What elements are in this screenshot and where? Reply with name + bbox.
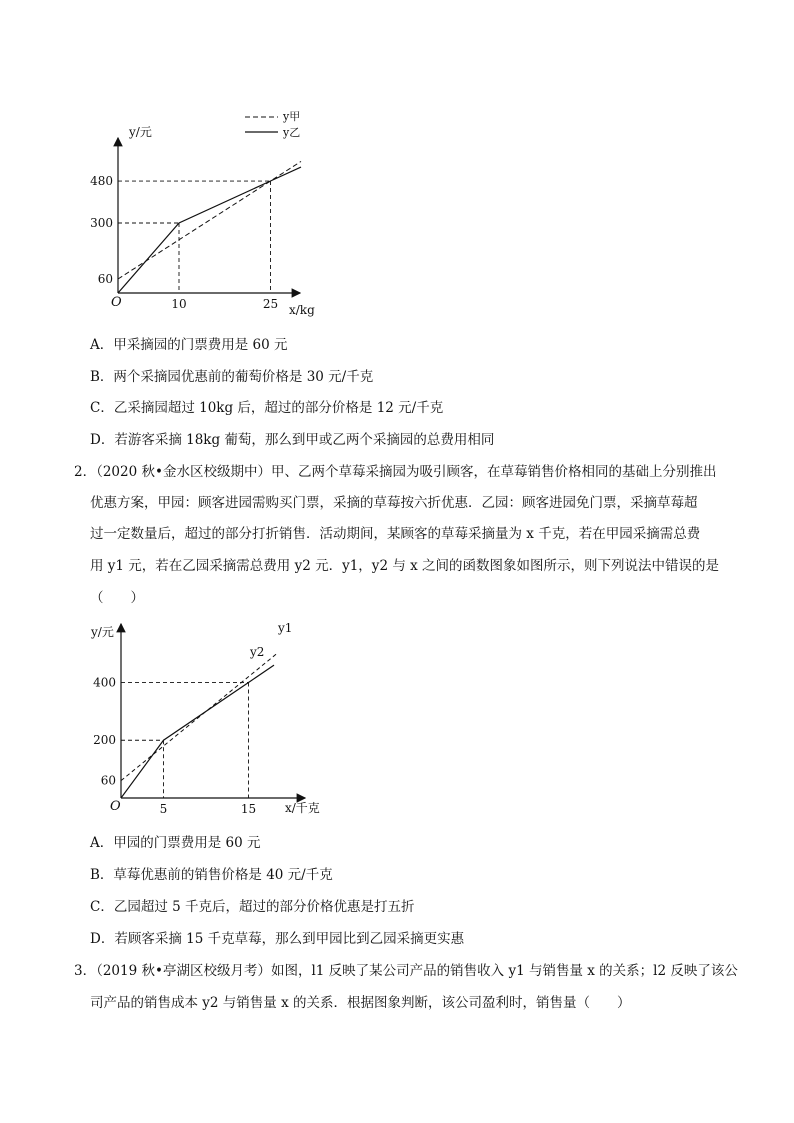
q2-stem-line-3: 过一定数量后，超过的部分打折销售．活动期间，某顾客的草莓采摘量为 x 千克，若在甲园采摘需总费 [90, 526, 701, 542]
chart1-series-y-yi [118, 167, 301, 293]
q1-option-d: D．若游客采摘 18kg 葡萄，那么到甲或乙两个采摘园的总费用相同 [90, 432, 495, 448]
chart2-x-tick-15: 15 [240, 802, 257, 816]
chart2-series-label-y2: y2 [250, 645, 265, 659]
chart2-y-tick-60: 60 [100, 773, 116, 788]
q1-option-b: B．两个采摘园优惠前的葡萄价格是 30 元/千克 [90, 369, 374, 385]
chart1-x-tick-25: 25 [262, 297, 279, 311]
chart2-y-tick-400: 400 [93, 675, 116, 690]
q3-stem-line-1: 3．（2019 秋•亭湖区校级月考）如图，l1 反映了某公司产品的销售收入 y1 与销售量 x 的关系；l2 反映了该公 [74, 963, 738, 979]
chart2-origin-label: O [110, 799, 121, 814]
q3-stem-line-2: 司产品的销售成本 y2 与销售量 x 的关系．根据图象判断，该公司盈利时，销售量（ ） [90, 995, 631, 1011]
q2-option-b: B．草莓优惠前的销售价格是 40 元/千克 [90, 867, 333, 883]
q1-option-a: A．甲采摘园的门票费用是 60 元 [90, 337, 288, 353]
chart2-guides [121, 682, 249, 798]
q2-option-a: A．甲园的门票费用是 60 元 [90, 835, 261, 851]
chart2-y-tick-200: 200 [93, 733, 116, 748]
chart2-series-label-y1: y1 [278, 621, 293, 635]
chart2-series-y1 [121, 652, 278, 780]
chart1-origin-label: O [111, 295, 122, 310]
q2-option-d: D．若顾客采摘 15 千克草莓，那么到甲园比到乙园采摘更实惠 [90, 931, 465, 947]
chart1-y-tick-480: 480 [90, 174, 113, 189]
chart1-legend-y-jia: y甲 [283, 110, 301, 123]
chart1-guides [118, 181, 271, 293]
q2-answer-blank: （ ） [90, 590, 144, 606]
q2-stem-line-2: 优惠方案，甲园：顾客进园需购买门票，采摘的草莓按六折优惠．乙园：顾客进园免门票，采摘草莓超 [90, 495, 698, 511]
chart1-x-label: x/kg [289, 303, 315, 317]
chart1-y-tick-300: 300 [90, 216, 113, 231]
chart1-y-label: y/元 [129, 125, 152, 139]
q2-stem-line-4: 用 y1 元，若在乙园采摘需总费用 y2 元．y1，y2 与 x 之间的函数图象如图所示，则下列说法中错误的是 [90, 558, 720, 574]
q2-stem-line-1: 2．（2020 秋•金水区校级期中）甲、乙两个草莓采摘园为吸引顾客，在草莓销售价格相同的基础上分别推出 [74, 464, 717, 480]
chart2-x-tick-5: 5 [159, 802, 168, 816]
chart-1 [85, 100, 335, 325]
chart2-x-label: x/千克 [285, 801, 320, 815]
q1-option-c: C．乙采摘园超过 10kg 后，超过的部分价格是 12 元/千克 [90, 400, 444, 416]
chart2-y-label: y/元 [91, 625, 114, 639]
chart1-x-tick-10: 10 [171, 297, 187, 311]
q2-option-c: C．乙园超过 5 千克后，超过的部分价格优惠是打五折 [90, 899, 415, 915]
chart1-y-tick-60: 60 [97, 272, 113, 287]
chart-2 [85, 612, 335, 822]
chart1-legend-y-yi: y乙 [283, 126, 301, 139]
chart2-series-y2 [121, 665, 274, 798]
